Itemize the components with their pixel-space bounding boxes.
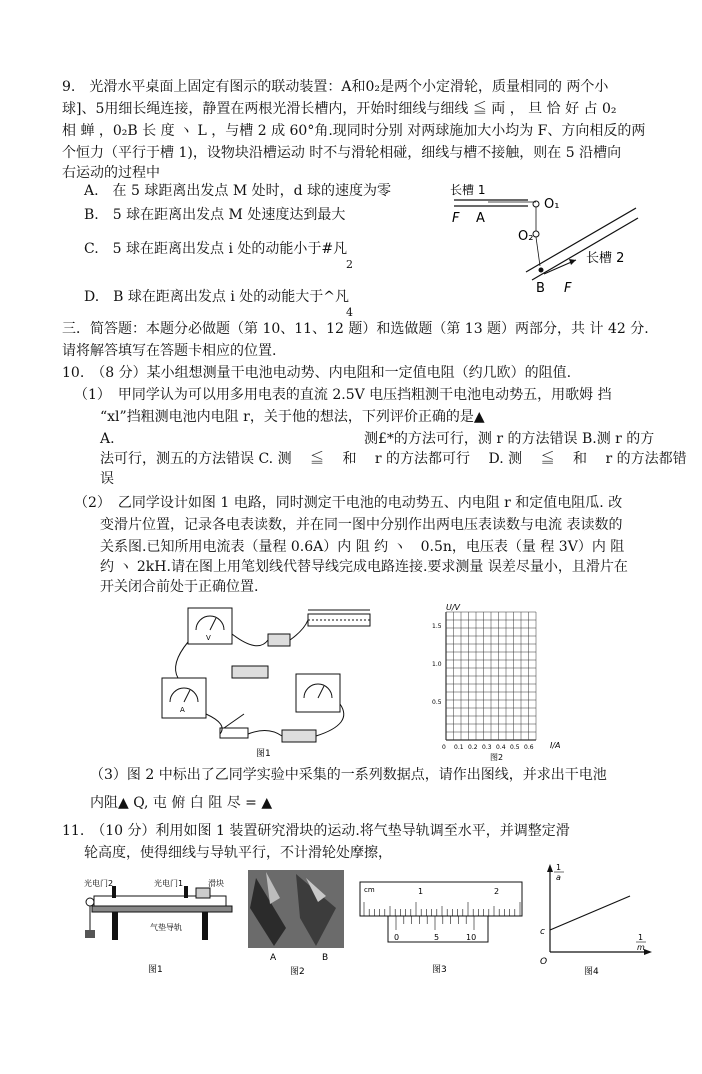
q11-fig1-rail: 气垫导轨 <box>150 923 182 932</box>
q10-part1-line-3: 测£*的方法可行，测 r 的方法错误 B.测 r 的方 <box>364 431 655 447</box>
q10-graph-xtick-0: 0 <box>442 744 446 751</box>
q10-graph-grid <box>446 612 536 740</box>
q9-line-1: 9. 光滑水平桌面上固定有图示的联动装置：A和0₂是两个小定滑轮，质量相同的 两个小 <box>62 79 609 95</box>
q10-part1-line-2: “xl”挡粗测电池内电阻 r，关于他的想法，下列评价正确的是▲ <box>100 409 485 425</box>
section3-line-2: 请将解答填写在答题卡相应的位置. <box>62 343 277 359</box>
q11-fig1-gate1: 光电门1 <box>154 879 184 888</box>
q9-fig-slot1-label: 长槽 1 <box>450 183 486 197</box>
q11-fig2-label-a: A <box>270 953 277 963</box>
q9-fig-ball-b: B <box>536 281 545 296</box>
q9-line-3: 相 蝉 ，0₂B 长 度 ヽ L ，与槽 2 成 60°角.现同时分别 对两球施加大小均为 F、方向相反的两 <box>62 123 646 139</box>
q10-part2-line-2: 变滑片位置，记录各电表读数，并在同一图中分别作出两电压表读数与电流 表读数的 <box>100 517 623 533</box>
q9-option-b: B. 5 球在距离出发点 M 处速度达到最大 <box>84 207 346 223</box>
q11-fig4-intercept-c: c <box>540 927 545 937</box>
q9-fig-pulley-o1: O₁ <box>544 197 560 212</box>
q11-fig4-y-den: a <box>556 873 561 882</box>
q10-graph-xtick-0-4: 0.4 <box>496 744 506 751</box>
q9-fig-force-right: F <box>564 281 572 296</box>
q10-graph-xtick-0-1: 0.1 <box>454 744 464 751</box>
q11-fig3-caption: 图3 <box>432 965 447 975</box>
q9-line-5: 右运动的过程中 <box>62 165 160 181</box>
q11-fig2-caption: 图2 <box>290 967 305 976</box>
q11-fig4-y-num: 1 <box>556 863 562 872</box>
q11-fig1-caption: 图1 <box>148 965 163 975</box>
q11-heading: 11. （10 分）利用如图 1 装置研究滑块的运动.将气垫导轨调至水平，并调整定滑 <box>62 823 570 839</box>
q10-part3-line-1: （3）图 2 中标出了乙同学实验中采集的一系列数据点，请作出图线，并求出干电池 <box>90 767 607 783</box>
q11-fig3-main-1: 1 <box>418 887 424 896</box>
q9-line-4: 个恒力（平行于槽 1)，设物块沿槽运动 时不与滑轮相碰，细线与槽不接触，则在 5 沿槽向 <box>62 145 622 161</box>
q10-circuit-figure <box>158 604 388 762</box>
q9-line-2: 球]、5用细长绳连接，静置在两根光滑长槽内，开始时细线与细线 ≦ 両 ， 旦 恰 好 占 0₂ <box>62 101 617 117</box>
q11-line-2: 轮高度，使得细线与导轨平行，不计滑轮处摩擦， <box>84 845 392 861</box>
q11-fig4-x-num: 1 <box>638 933 644 942</box>
q11-fig4-origin: O <box>540 957 548 967</box>
q11-fig2-label-b: B <box>322 953 329 963</box>
q9-fig-force-left: F <box>452 211 460 226</box>
q10-fig2-caption: 图2 <box>490 753 504 762</box>
q9-option-a: A. 在 5 球距离出发点 M 处时，d 球的速度为零 <box>84 183 392 199</box>
q11-fig1-gate2: 光电门2 <box>84 879 114 888</box>
q10-part1-line-4: 法可行，测五的方法错误 C. 测 ≦ 和 r 的方法都可行 D. 测 ≦ 和 r 的方法都错 <box>100 451 687 467</box>
q11-fig3-vernier-10: 10 <box>466 933 477 942</box>
q9-fig-ball-a: A <box>476 211 485 226</box>
q10-graph-xtick-0-3: 0.3 <box>482 744 492 751</box>
q10-fig1-caption: 图1 <box>256 749 271 759</box>
q11-fig4-x-den: m <box>637 943 645 952</box>
q10-part1-line-5: 误 <box>100 471 114 487</box>
q10-part2-line-1: （2） 乙同学设计如图 1 电路，同时测定干电池的电动势五、内电阻 r 和定值电阻瓜. 改 <box>74 495 623 511</box>
q10-part2-line-3: 关系图.已知所用电流表（量程 0.6A）内 阻 约 ヽ 0.5n，电压表（量 程 3V）内 阻 <box>100 539 625 555</box>
section3-line-1: 三．简答题：本题分必做题（第 10、11、12 题）和选做题（第 13 题）两部分，共 计 42 分. <box>62 321 649 337</box>
q10-heading: 10. （8 分）某小组想测量干电池电动势、内电阻和一定值电阻（约几欧）的阻值. <box>62 365 572 381</box>
q10-part2-line-5: 开关闭合前处于正确位置. <box>100 579 259 595</box>
q11-fig4-caption: 图4 <box>584 967 599 976</box>
q10-ui-graph <box>420 600 570 762</box>
q11-fig3-main-2: 2 <box>494 887 500 896</box>
q9-fig-pulley-o2: O₂ <box>518 229 534 244</box>
q11-caliper-figure <box>358 878 528 976</box>
q10-graph-xlabel: I/A <box>550 741 561 750</box>
q11-air-track-figure <box>84 874 234 976</box>
svg-text:A: A <box>180 706 185 714</box>
q9-option-d-denominator: 4 <box>346 306 353 319</box>
q10-part3-line-2: 内阻▲ Q, 屯 俯 白 阻 尽 = ▲ <box>90 795 273 811</box>
q9-option-d: D. B 球在距离出发点 i 处的动能大于^凡 <box>84 289 350 305</box>
q11-fig3-vernier-0: 0 <box>394 933 400 942</box>
q11-fig3-cm: cm <box>364 886 375 894</box>
q11-fig3-vernier-5: 5 <box>434 933 440 942</box>
q10-graph-ylabel: U/V <box>446 603 461 612</box>
q9-pulley-figure <box>440 178 660 298</box>
q9-fig-slot2-label: 长槽 2 <box>586 251 625 266</box>
q11-photo-figure <box>246 868 346 976</box>
svg-text:V: V <box>206 634 211 642</box>
q9-option-c: C. 5 球在距离出发点 i 处的动能小于#凡 <box>84 241 348 257</box>
q11-graph-figure <box>534 860 662 976</box>
q10-graph-xtick-0-5: 0.5 <box>510 744 520 751</box>
q10-part2-line-4: 约 ヽ 2kH.请在图上用笔划线代替导线完成电路连接.要求测量 误差尽量小，且滑片在 <box>100 559 628 575</box>
q10-graph-xtick-0-6: 0.6 <box>524 744 534 751</box>
q10-graph-ytick-0-5: 0.5 <box>432 699 442 706</box>
q11-fig1-slider: 滑块 <box>208 879 224 888</box>
q10-graph-xtick-0-2: 0.2 <box>468 744 478 751</box>
q10-part1-line-1: （1） 甲同学认为可以用多用电表的直流 2.5V 电压挡粗测干电池电动势五，用歌姆 挡 <box>74 387 612 403</box>
q10-graph-ytick-1-0: 1.0 <box>432 661 442 668</box>
q9-option-c-denominator: 2 <box>346 258 353 271</box>
q10-part1-option-a: A. <box>100 431 115 447</box>
q10-graph-ytick-1-5: 1.5 <box>432 623 442 630</box>
